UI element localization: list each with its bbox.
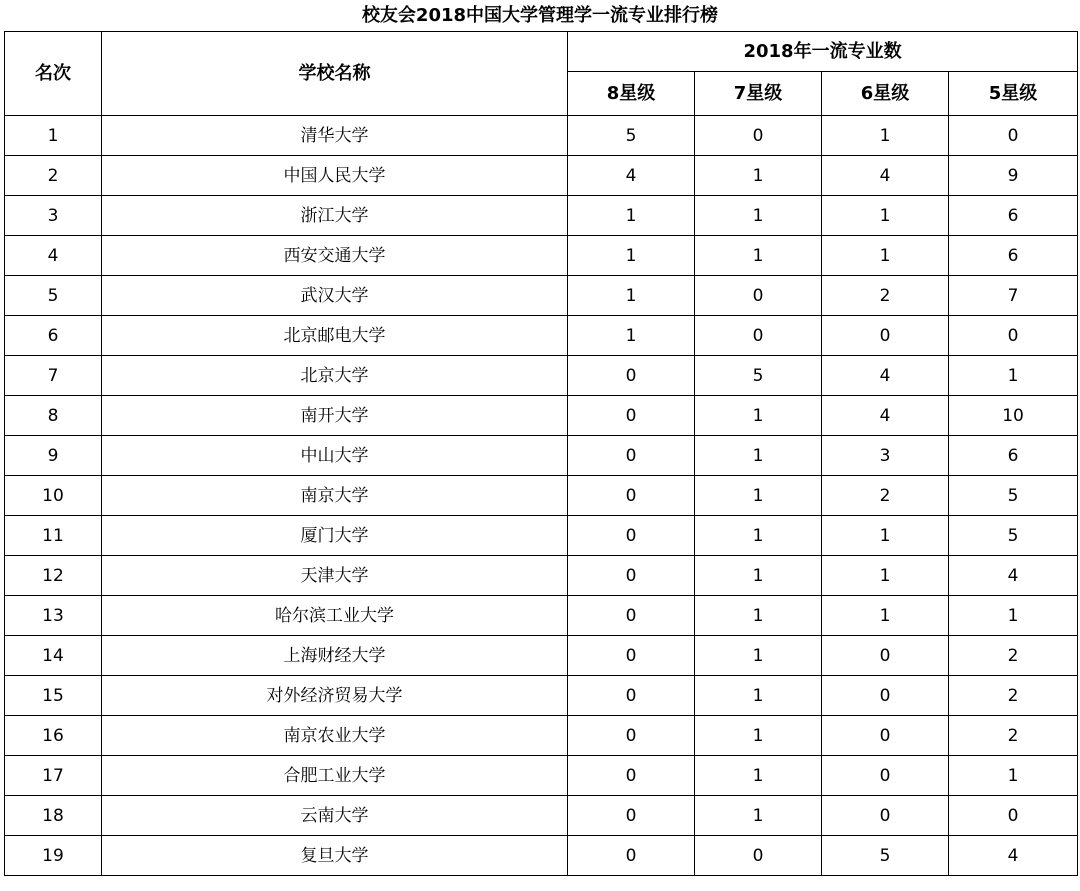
table-row bbox=[5, 116, 1078, 156]
cell-star8: 0 bbox=[568, 836, 695, 876]
cell-school: 北京大学 bbox=[102, 356, 568, 396]
cell-star5: 2 bbox=[949, 636, 1078, 676]
cell-star5: 6 bbox=[949, 196, 1078, 236]
table-row bbox=[5, 796, 1078, 836]
cell-star8: 0 bbox=[568, 396, 695, 436]
cell-star5: 0 bbox=[949, 116, 1078, 156]
header-star7: 7星级 bbox=[695, 72, 822, 116]
cell-star8: 0 bbox=[568, 796, 695, 836]
cell-star5: 9 bbox=[949, 156, 1078, 196]
cell-star5: 1 bbox=[949, 356, 1078, 396]
cell-star7: 1 bbox=[695, 676, 822, 716]
cell-school: 哈尔滨工业大学 bbox=[102, 596, 568, 636]
header-star8: 8星级 bbox=[568, 72, 695, 116]
cell-star7: 0 bbox=[695, 836, 822, 876]
cell-star7: 1 bbox=[695, 236, 822, 276]
cell-star6: 2 bbox=[822, 276, 949, 316]
cell-star5: 0 bbox=[949, 796, 1078, 836]
cell-star7: 1 bbox=[695, 636, 822, 676]
table-row bbox=[5, 756, 1078, 796]
cell-star5: 5 bbox=[949, 476, 1078, 516]
table-row bbox=[5, 556, 1078, 596]
cell-star5: 6 bbox=[949, 236, 1078, 276]
table-row bbox=[5, 316, 1078, 356]
cell-star6: 0 bbox=[822, 716, 949, 756]
cell-rank: 15 bbox=[5, 676, 102, 716]
cell-star5: 1 bbox=[949, 756, 1078, 796]
table-row bbox=[5, 716, 1078, 756]
cell-star7: 1 bbox=[695, 756, 822, 796]
cell-star8: 0 bbox=[568, 476, 695, 516]
cell-star8: 1 bbox=[568, 196, 695, 236]
cell-rank: 14 bbox=[5, 636, 102, 676]
cell-rank: 16 bbox=[5, 716, 102, 756]
cell-rank: 2 bbox=[5, 156, 102, 196]
cell-star7: 5 bbox=[695, 356, 822, 396]
cell-rank: 11 bbox=[5, 516, 102, 556]
cell-rank: 1 bbox=[5, 116, 102, 156]
cell-school: 复旦大学 bbox=[102, 836, 568, 876]
cell-school: 清华大学 bbox=[102, 116, 568, 156]
cell-school: 浙江大学 bbox=[102, 196, 568, 236]
cell-star6: 4 bbox=[822, 396, 949, 436]
cell-star6: 1 bbox=[822, 556, 949, 596]
cell-rank: 3 bbox=[5, 196, 102, 236]
cell-rank: 7 bbox=[5, 356, 102, 396]
cell-star5: 6 bbox=[949, 436, 1078, 476]
header-group: 2018年一流专业数 bbox=[568, 32, 1078, 72]
cell-star8: 0 bbox=[568, 516, 695, 556]
cell-star7: 1 bbox=[695, 156, 822, 196]
cell-star5: 1 bbox=[949, 596, 1078, 636]
cell-school: 西安交通大学 bbox=[102, 236, 568, 276]
cell-star8: 0 bbox=[568, 436, 695, 476]
cell-star5: 5 bbox=[949, 516, 1078, 556]
cell-school: 南京农业大学 bbox=[102, 716, 568, 756]
cell-school: 天津大学 bbox=[102, 556, 568, 596]
header-star5: 5星级 bbox=[949, 72, 1078, 116]
cell-rank: 13 bbox=[5, 596, 102, 636]
cell-star5: 10 bbox=[949, 396, 1078, 436]
cell-rank: 17 bbox=[5, 756, 102, 796]
cell-school: 南开大学 bbox=[102, 396, 568, 436]
cell-star7: 0 bbox=[695, 316, 822, 356]
cell-star7: 1 bbox=[695, 476, 822, 516]
cell-star8: 1 bbox=[568, 236, 695, 276]
cell-star7: 1 bbox=[695, 596, 822, 636]
cell-star5: 2 bbox=[949, 676, 1078, 716]
cell-rank: 19 bbox=[5, 836, 102, 876]
table-row bbox=[5, 156, 1078, 196]
cell-school: 厦门大学 bbox=[102, 516, 568, 556]
cell-star7: 1 bbox=[695, 516, 822, 556]
cell-school: 武汉大学 bbox=[102, 276, 568, 316]
table-row bbox=[5, 836, 1078, 876]
cell-rank: 18 bbox=[5, 796, 102, 836]
table-row bbox=[5, 636, 1078, 676]
cell-star6: 1 bbox=[822, 236, 949, 276]
cell-school: 合肥工业大学 bbox=[102, 756, 568, 796]
cell-star6: 1 bbox=[822, 516, 949, 556]
cell-star6: 2 bbox=[822, 476, 949, 516]
ranking-table bbox=[4, 31, 1078, 876]
cell-star6: 5 bbox=[822, 836, 949, 876]
cell-star7: 1 bbox=[695, 436, 822, 476]
cell-star8: 0 bbox=[568, 596, 695, 636]
table-row bbox=[5, 356, 1078, 396]
cell-star8: 0 bbox=[568, 676, 695, 716]
cell-star7: 1 bbox=[695, 196, 822, 236]
cell-star5: 0 bbox=[949, 316, 1078, 356]
cell-school: 对外经济贸易大学 bbox=[102, 676, 568, 716]
table-row bbox=[5, 236, 1078, 276]
cell-star6: 0 bbox=[822, 796, 949, 836]
cell-rank: 4 bbox=[5, 236, 102, 276]
cell-school: 上海财经大学 bbox=[102, 636, 568, 676]
cell-star7: 1 bbox=[695, 716, 822, 756]
cell-rank: 8 bbox=[5, 396, 102, 436]
cell-star5: 4 bbox=[949, 836, 1078, 876]
page-title: 校友会2018中国大学管理学一流专业排行榜 bbox=[361, 5, 719, 26]
cell-star8: 0 bbox=[568, 756, 695, 796]
cell-star6: 0 bbox=[822, 756, 949, 796]
cell-star8: 0 bbox=[568, 356, 695, 396]
cell-star7: 1 bbox=[695, 796, 822, 836]
cell-school: 南京大学 bbox=[102, 476, 568, 516]
table-row bbox=[5, 276, 1078, 316]
cell-star7: 0 bbox=[695, 276, 822, 316]
cell-star5: 4 bbox=[949, 556, 1078, 596]
table-row bbox=[5, 596, 1078, 636]
cell-rank: 9 bbox=[5, 436, 102, 476]
cell-star8: 0 bbox=[568, 636, 695, 676]
cell-star8: 0 bbox=[568, 556, 695, 596]
cell-star7: 1 bbox=[695, 556, 822, 596]
table-row bbox=[5, 676, 1078, 716]
cell-star8: 5 bbox=[568, 116, 695, 156]
header-school: 学校名称 bbox=[102, 32, 568, 116]
cell-star8: 4 bbox=[568, 156, 695, 196]
cell-star7: 1 bbox=[695, 396, 822, 436]
cell-star8: 0 bbox=[568, 716, 695, 756]
header-row-1 bbox=[5, 32, 1078, 72]
cell-school: 中山大学 bbox=[102, 436, 568, 476]
cell-star6: 1 bbox=[822, 116, 949, 156]
cell-star7: 0 bbox=[695, 116, 822, 156]
cell-star6: 0 bbox=[822, 316, 949, 356]
cell-star6: 4 bbox=[822, 156, 949, 196]
cell-rank: 5 bbox=[5, 276, 102, 316]
cell-school: 北京邮电大学 bbox=[102, 316, 568, 356]
cell-star8: 1 bbox=[568, 276, 695, 316]
cell-star6: 1 bbox=[822, 196, 949, 236]
cell-star6: 0 bbox=[822, 636, 949, 676]
table-row bbox=[5, 196, 1078, 236]
header-star6: 6星级 bbox=[822, 72, 949, 116]
header-rank: 名次 bbox=[5, 32, 102, 116]
table-row bbox=[5, 436, 1078, 476]
cell-star6: 3 bbox=[822, 436, 949, 476]
cell-school: 中国人民大学 bbox=[102, 156, 568, 196]
cell-school: 云南大学 bbox=[102, 796, 568, 836]
table-row bbox=[5, 516, 1078, 556]
cell-rank: 12 bbox=[5, 556, 102, 596]
table-row bbox=[5, 476, 1078, 516]
cell-star8: 1 bbox=[568, 316, 695, 356]
cell-rank: 6 bbox=[5, 316, 102, 356]
cell-rank: 10 bbox=[5, 476, 102, 516]
cell-star6: 0 bbox=[822, 676, 949, 716]
cell-star6: 1 bbox=[822, 596, 949, 636]
cell-star5: 2 bbox=[949, 716, 1078, 756]
table-row bbox=[5, 396, 1078, 436]
cell-star5: 7 bbox=[949, 276, 1078, 316]
cell-star6: 4 bbox=[822, 356, 949, 396]
table-body bbox=[5, 116, 1078, 876]
